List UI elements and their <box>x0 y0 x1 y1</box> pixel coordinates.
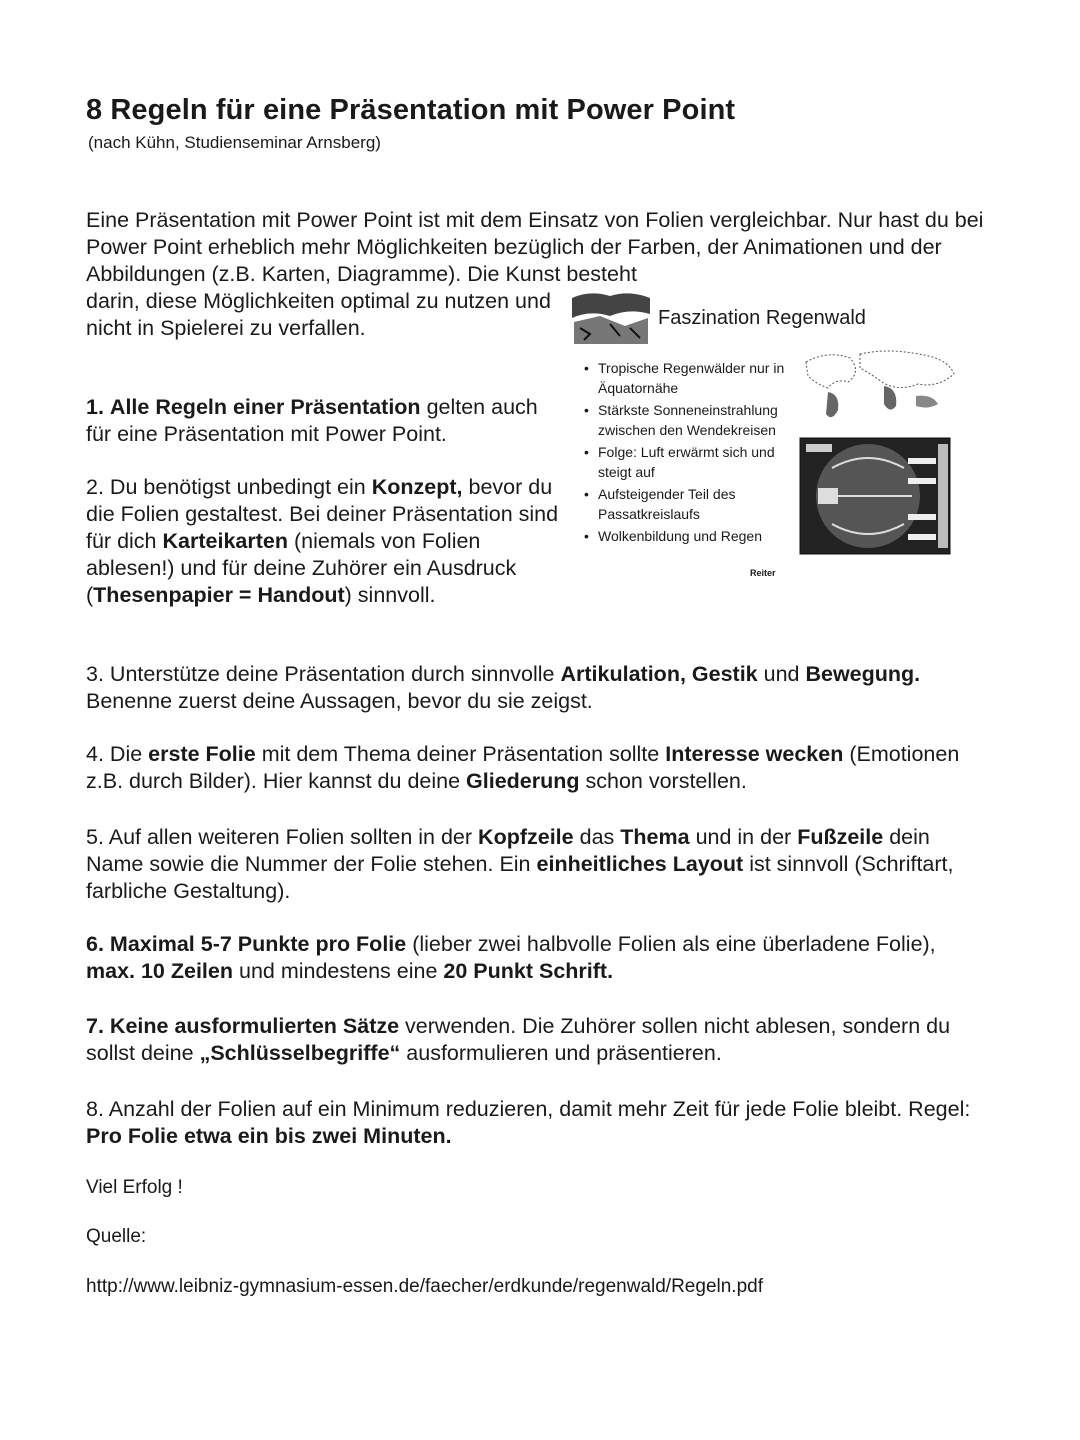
rule-emphasis: Alle Regeln einer Präsentation <box>109 395 421 419</box>
world-map-and-globe-figure <box>798 348 958 568</box>
rainforest-thumbnail <box>570 288 652 346</box>
rule-text: gelten auch für eine Präsentation mit Power Point. <box>86 395 538 446</box>
rule-emphasis: Gliederung <box>466 769 580 793</box>
rule-emphasis: einheitliches Layout <box>536 852 744 876</box>
rule-8 <box>86 1096 986 1150</box>
slide-title: Faszination Regenwald <box>658 307 866 329</box>
rule-6 <box>86 931 986 985</box>
rule-text: ausformulieren und präsentieren. <box>406 1041 722 1065</box>
rule-text: Unterstütze deine Präsentation durch sinnvolle <box>109 662 555 686</box>
rule-emphasis: Keine ausformulierten Sätze <box>109 1014 400 1038</box>
rule-emphasis: Thema <box>620 825 690 849</box>
rule-text: verwenden. Die Zuhörer sollen nicht ablesen, sondern du sollst deine <box>86 1014 951 1065</box>
rule-emphasis: Karteikarten <box>162 529 288 553</box>
rule-emphasis: Fußzeile <box>797 825 884 849</box>
rule-emphasis: Maximal 5-7 Punkte pro Folie <box>109 932 407 956</box>
rule-emphasis: max. 10 Zeilen <box>86 959 233 983</box>
rule-7 <box>86 1013 986 1067</box>
source-label: Quelle: <box>86 1226 147 1247</box>
rule-text: schon vorstellen. <box>585 769 747 793</box>
slide-bullet: • Tropische Regenwälder nur in Äquatornähe <box>584 358 799 398</box>
rule-emphasis: Bewegung. <box>805 662 921 686</box>
closing-text: Viel Erfolg ! <box>86 1177 183 1198</box>
rule-text: Du benötigst unbedingt ein <box>109 475 366 499</box>
rule-emphasis: Konzept, <box>371 475 463 499</box>
rule-text: mit dem Thema deiner Präsentation sollte <box>261 742 660 766</box>
rule-emphasis: 20 Punkt Schrift. <box>443 959 614 983</box>
source-url: http://www.leibniz-gymnasium-essen.de/faecher/erdkunde/regenwald/Regeln.pdf <box>86 1276 763 1297</box>
intro-paragraph-continued: darin, diese Möglichkeiten optimal zu nutzen und nicht in Spielerei zu verfallen. <box>86 289 551 340</box>
page-title: 8 Regeln für eine Präsentation mit Power Point <box>86 94 736 126</box>
slide-bullet: • Folge: Luft erwärmt sich und steigt auf <box>584 442 799 482</box>
rule-number: 4. <box>86 742 104 766</box>
rule-emphasis: Interesse wecken <box>665 742 844 766</box>
rule-number: 5. <box>86 825 104 849</box>
rule-emphasis: Pro Folie etwa ein bis zwei Minuten. <box>86 1124 452 1148</box>
rule-number: 6. <box>86 932 104 956</box>
rule-2 <box>86 474 566 609</box>
rule-text: Benenne zuerst deine Aussagen, bevor du sie zeigst. <box>86 689 593 713</box>
rule-3 <box>86 661 986 715</box>
rule-number: 8. <box>86 1097 104 1121</box>
rule-emphasis: Artikulation, Gestik <box>560 662 758 686</box>
rule-text: ) sinnvoll. <box>344 583 436 607</box>
page-subtitle: (nach Kühn, Studienseminar Arnsberg) <box>88 133 381 152</box>
rule-text: (lieber zwei halbvolle Folien als eine überladene Folie), <box>412 932 936 956</box>
rule-text: bevor du die Folien gestaltest. Bei deiner Präsentation sind für dich <box>86 475 559 553</box>
rule-emphasis: erste Folie <box>148 742 256 766</box>
rule-number: 7. <box>86 1014 104 1038</box>
rule-text: das <box>579 825 615 849</box>
slide-author: Reiter <box>750 568 776 578</box>
slide-example <box>566 286 958 586</box>
rule-number: 2. <box>86 475 104 499</box>
rule-text: (Emotionen z.B. durch Bilder). Hier kannst du deine <box>86 742 960 793</box>
slide-bullet: • Stärkste Sonneneinstrahlung zwischen den Wendekreisen <box>584 400 799 440</box>
rule-4 <box>86 741 986 795</box>
rule-text: Auf allen weiteren Folien sollten in der <box>108 825 473 849</box>
rule-emphasis: Kopfzeile <box>478 825 574 849</box>
slide-bullet: • Wolkenbildung und Regen <box>584 526 799 546</box>
rule-1 <box>86 394 566 448</box>
rule-text: und mindestens eine <box>238 959 438 983</box>
rule-number: 1. <box>86 395 104 419</box>
rule-emphasis: „Schlüsselbegriffe“ <box>199 1041 401 1065</box>
rule-text: und <box>763 662 800 686</box>
rule-text: Die <box>109 742 143 766</box>
slide-bullet: • Aufsteigender Teil des Passatkreislaufs <box>584 484 799 524</box>
rule-5 <box>86 824 986 905</box>
rule-text: dein Name sowie die Nummer der Folie stehen. Ein <box>86 825 930 876</box>
slide-bullet-list <box>584 358 799 548</box>
rule-number: 3. <box>86 662 104 686</box>
rule-text: und in der <box>695 825 792 849</box>
intro-paragraph: Eine Präsentation mit Power Point ist mit dem Einsatz von Folien vergleichbar. Nur hast du bei Power Point erheblich mehr Möglichkeiten bezüglich der Farben, der Animationen und der Abbildungen (z.B. Karten, Diagramme). Die Kunst besteht <box>86 208 984 286</box>
rule-text: ist sinnvoll (Schriftart, farbliche Gestaltung). <box>86 852 954 903</box>
rule-text: (niemals von Folien ablesen!) und für deine Zuhörer ein Ausdruck ( <box>86 529 517 607</box>
rule-emphasis: Thesenpapier = Handout <box>93 583 345 607</box>
rule-text: Anzahl der Folien auf ein Minimum reduzieren, damit mehr Zeit für jede Folie bleibt. Regel: <box>108 1097 971 1121</box>
